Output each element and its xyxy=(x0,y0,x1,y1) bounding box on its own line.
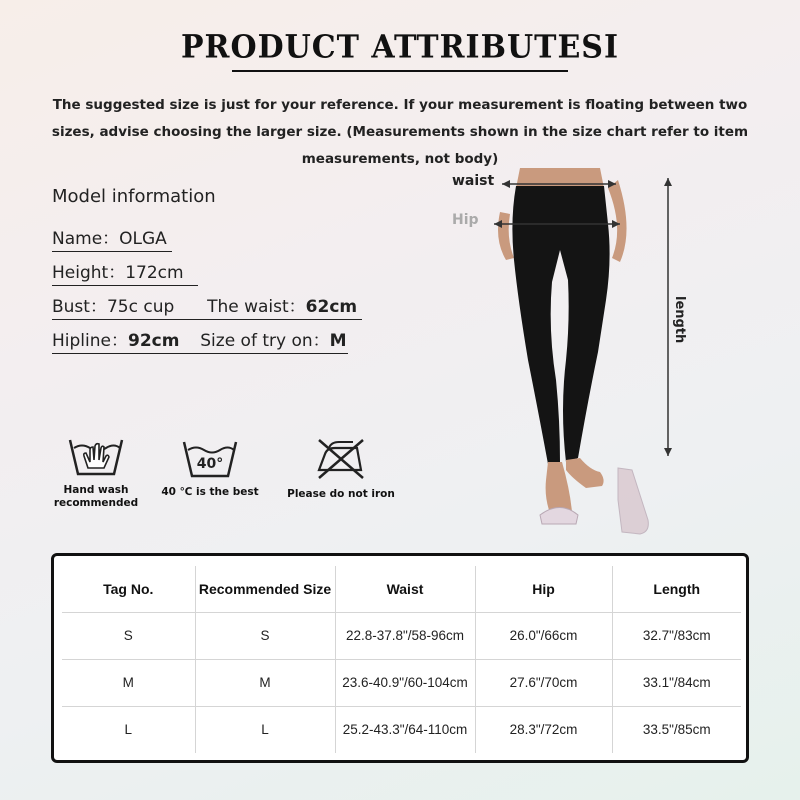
wash-temp-text: 40° xyxy=(196,456,224,472)
temp-text: 40 ℃ is the best xyxy=(161,486,259,498)
size-table-box xyxy=(51,553,749,763)
table-header-row xyxy=(62,566,741,612)
model-tryon-value: M xyxy=(329,331,347,351)
table-row xyxy=(62,612,741,659)
cell-waist: 25.2-43.3"/64-110cm xyxy=(335,706,475,753)
model-torso xyxy=(516,168,604,188)
handwash-line-2: recommended xyxy=(53,497,139,509)
cell-recommended: M xyxy=(195,659,335,706)
cell-recommended: S xyxy=(195,612,335,659)
model-left-hand xyxy=(498,212,514,260)
cell-tag: M xyxy=(62,659,195,706)
size-table xyxy=(62,566,741,753)
header-length: Length xyxy=(612,566,741,612)
header-hip: Hip xyxy=(475,566,612,612)
header-recommended: Recommended Size xyxy=(195,566,335,612)
model-hip-value: 92cm xyxy=(127,331,180,351)
cell-tag: S xyxy=(62,612,195,659)
size-notice: The suggested size is just for your reference. If your measurement is floating between two sizes, advise choosing the larger size. (Measurements shown in the size chart refer to item measurements, not body) xyxy=(51,97,749,167)
cell-length: 33.1"/84cm xyxy=(612,659,741,706)
no-iron-text: Please do not iron xyxy=(287,488,395,500)
header-tag: Tag No. xyxy=(103,580,154,597)
model-right-arm xyxy=(608,180,627,262)
model-hip-label: Hipline： xyxy=(52,331,128,351)
cell-tag: L xyxy=(62,706,195,753)
model-info-heading: Model information xyxy=(52,186,216,207)
handwash-line-1: Hand wash xyxy=(63,484,129,496)
cell-recommended: L xyxy=(195,706,335,753)
right-foot xyxy=(566,458,604,488)
hip-label: Hip xyxy=(452,212,479,228)
waist-label: waist xyxy=(452,173,495,189)
cell-waist: 23.6-40.9"/60-104cm xyxy=(335,659,475,706)
model-tryon-label: Size of try on： xyxy=(200,331,330,351)
cell-length: 32.7"/83cm xyxy=(612,612,741,659)
model-bust-text: Bust：75c cup xyxy=(52,297,175,317)
cell-hip: 28.3"/72cm xyxy=(475,706,612,753)
model-waist-label: The waist： xyxy=(207,297,306,317)
cell-hip: 26.0"/66cm xyxy=(475,612,612,659)
model-name-text: Name：OLGA xyxy=(52,229,167,249)
length-label: length xyxy=(672,296,687,344)
table-row xyxy=(62,706,741,753)
table-row xyxy=(62,659,741,706)
cell-hip: 27.6"/70cm xyxy=(475,659,612,706)
page-title: PRODUCT ATTRIBUTESI xyxy=(180,29,620,66)
model-waist-value: 62cm xyxy=(305,297,358,317)
cell-waist: 22.8-37.8"/58-96cm xyxy=(335,612,475,659)
right-heel-shoe xyxy=(618,468,648,534)
model-height-text: Height：172cm xyxy=(52,263,184,283)
header-waist: Waist xyxy=(335,566,475,612)
left-heel-shoe xyxy=(540,508,578,525)
legging xyxy=(512,186,609,464)
cell-length: 33.5"/85cm xyxy=(612,706,741,753)
